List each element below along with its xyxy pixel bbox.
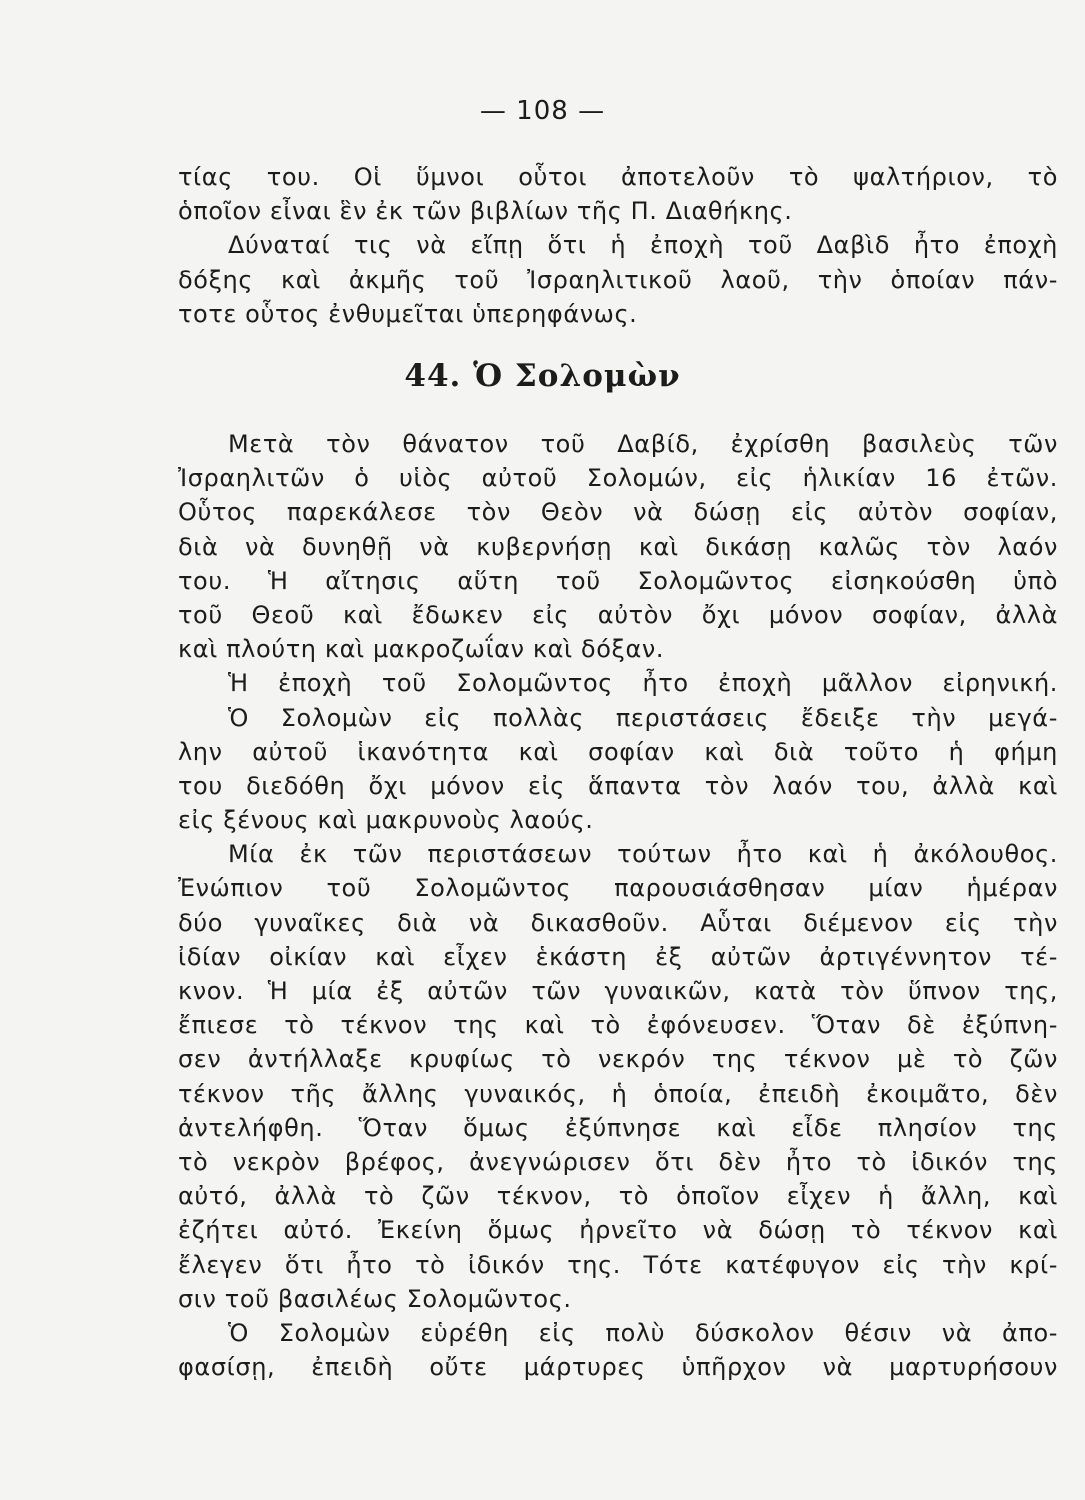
text-line: εἰς ξένους καὶ μακρυνοὺς λαούς. bbox=[178, 806, 594, 835]
text-line: Ἰσραηλιτῶν ὁ υἱὸς αὐτοῦ Σολομών, εἰς ἡλικίαν 16 ἐτῶν. bbox=[178, 464, 1058, 493]
text-line: Ὁ Σολομὼν εἰς πολλὰς περιστάσεις ἔδειξε τὴν μεγά- bbox=[228, 703, 1058, 732]
text-line: Ἐνώπιον τοῦ Σολομῶντος παρουσιάσθησαν μίαν ἡμέραν bbox=[178, 874, 1058, 903]
text-line: σιν τοῦ βασιλέως Σολομῶντος. bbox=[178, 1284, 572, 1313]
section-heading: 44. Ὁ Σολομὼν bbox=[404, 358, 681, 394]
text-line: Ἡ ἐποχὴ τοῦ Σολομῶντος ἦτο ἐποχὴ μᾶλλον εἰρηνική. bbox=[228, 669, 1058, 698]
text-line: ἔλεγεν ὅτι ἦτο τὸ ἰδικόν της. Τότε κατέφυγον εἰς τὴν κρί- bbox=[178, 1250, 1058, 1279]
text-line: λην αὐτοῦ ἱκανότητα καὶ σοφίαν καὶ διὰ τοῦτο ἡ φήμη bbox=[178, 737, 1058, 766]
text-line: του διεδόθη ὄχι μόνον εἰς ἅπαντα τὸν λαόν του, ἀλλὰ καὶ bbox=[178, 771, 1058, 800]
text-line: ἰδίαν οἰκίαν καὶ εἶχεν ἑκάστη ἐξ αὐτῶν ἀρτιγέννητον τέ- bbox=[178, 942, 1058, 971]
text-line: Οὗτος παρεκάλεσε τὸν Θεὸν νὰ δώσῃ εἰς αὐτὸν σοφίαν, bbox=[178, 498, 1058, 527]
text-line: τοτε οὗτος ἐνθυμεῖται ὑπερηφάνως. bbox=[178, 299, 638, 328]
text-line: σεν ἀντήλλαξε κρυφίως τὸ νεκρόν της τέκνον μὲ τὸ ζῶν bbox=[178, 1045, 1058, 1074]
text-line: φασίσῃ, ἐπειδὴ οὔτε μάρτυρες ὑπῆρχον νὰ μαρτυρήσουν bbox=[178, 1353, 1058, 1382]
text-line: του. Ἡ αἴτησις αὕτη τοῦ Σολομῶντος εἰσηκούσθη ὑπὸ bbox=[178, 566, 1058, 595]
text-line: ἐζήτει αὐτό. Ἐκείνη ὅμως ἠρνεῖτο νὰ δώσῃ τὸ τέκνον καὶ bbox=[178, 1216, 1058, 1245]
text-line: ὁποῖον εἶναι ἓν ἐκ τῶν βιβλίων τῆς Π. Διαθήκης. bbox=[178, 197, 793, 226]
text-line: αὐτό, ἀλλὰ τὸ ζῶν τέκνον, τὸ ὁποῖον εἶχεν ἡ ἄλλη, καὶ bbox=[178, 1182, 1058, 1211]
text-line: διὰ νὰ δυνηθῇ νὰ κυβερνήσῃ καὶ δικάσῃ καλῶς τὸν λαόν bbox=[178, 532, 1058, 561]
text-line: τέκνον τῆς ἄλλης γυναικός, ἡ ὁποία, ἐπειδὴ ἐκοιμᾶτο, δὲν bbox=[178, 1079, 1058, 1108]
section-body bbox=[178, 427, 1058, 1384]
text-line: Δύναταί τις νὰ εἴπῃ ὅτι ἡ ἐποχὴ τοῦ Δαβὶδ ἦτο ἐποχὴ bbox=[228, 231, 1058, 260]
text-line: δόξης καὶ ἀκμῆς τοῦ Ἰσραηλιτικοῦ λαοῦ, τὴν ὁποίαν πάν- bbox=[178, 265, 1058, 294]
text-line: Ὁ Σολομὼν εὑρέθη εἰς πολὺ δύσκολον θέσιν νὰ ἀπο- bbox=[228, 1318, 1058, 1347]
text-line: Μία ἐκ τῶν περιστάσεων τούτων ἦτο καὶ ἡ ἀκόλουθος. bbox=[228, 840, 1058, 869]
text-line: ἔπιεσε τὸ τέκνον της καὶ τὸ ἐφόνευσεν. Ὅταν δὲ ἐξύπνη- bbox=[178, 1011, 1058, 1040]
text-line: Μετὰ τὸν θάνατον τοῦ Δαβίδ, ἐχρίσθη βασιλεὺς τῶν bbox=[228, 430, 1058, 458]
page-number: — 108 — bbox=[479, 96, 606, 126]
text-line: δύο γυναῖκες διὰ νὰ δικασθοῦν. Αὗται διέμενον εἰς τὴν bbox=[178, 908, 1058, 937]
paragraph-continuation bbox=[178, 160, 1058, 331]
text-line: ἀντελήφθη. Ὅταν ὅμως ἐξύπνησε καὶ εἶδε πλησίον της bbox=[178, 1113, 1058, 1142]
text-line: τίας του. Οἱ ὕμνοι οὗτοι ἀποτελοῦν τὸ ψαλτήριον, τὸ bbox=[178, 163, 1058, 191]
text-line: κνον. Ἡ μία ἐξ αὐτῶν τῶν γυναικῶν, κατὰ τὸν ὕπνον της, bbox=[178, 977, 1058, 1005]
text-line: τοῦ Θεοῦ καὶ ἔδωκεν εἰς αὐτὸν ὄχι μόνον σοφίαν, ἀλλὰ bbox=[178, 600, 1058, 629]
text-line: καὶ πλούτη καὶ μακροζωΐαν καὶ δόξαν. bbox=[178, 635, 665, 664]
text-line: τὸ νεκρὸν βρέφος, ἀνεγνώρισεν ὅτι δὲν ἦτο τὸ ἰδικόν της bbox=[178, 1147, 1058, 1176]
